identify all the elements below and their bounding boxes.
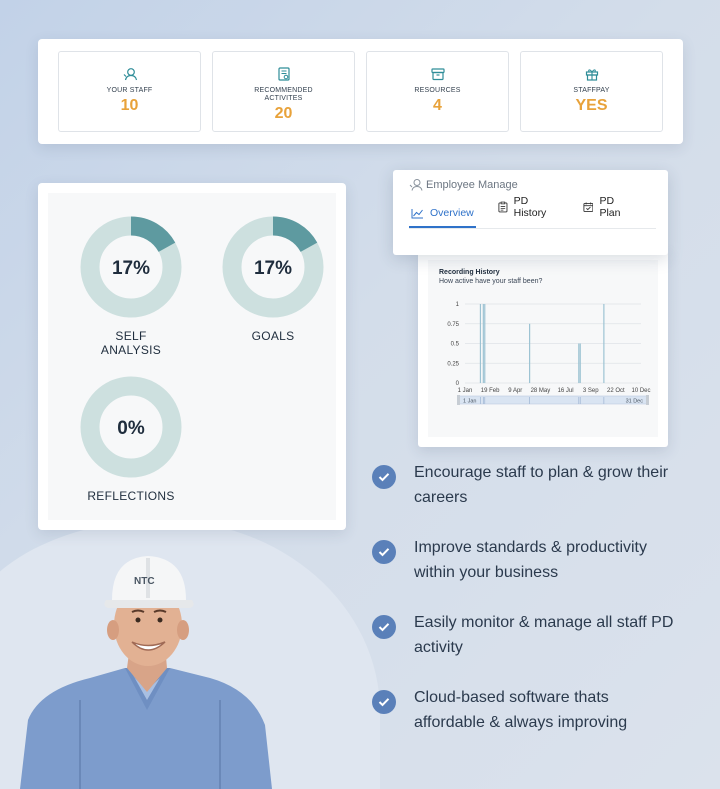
x-tick-label: 3 Sep <box>582 388 599 394</box>
stat-label: RESOURCES <box>414 87 461 94</box>
stat-value: 20 <box>274 105 293 122</box>
donut-percent: 0% <box>117 418 145 439</box>
check-circle-icon <box>372 540 396 564</box>
progress-card <box>38 183 346 530</box>
donut-label: REFLECTIONS <box>87 489 175 503</box>
tab-label: Overview <box>430 207 474 219</box>
helmet-text: NTC <box>134 576 155 587</box>
gift-icon <box>584 66 600 82</box>
stat-staffpay[interactable] <box>520 51 663 132</box>
clipboard-icon <box>498 201 508 213</box>
check-circle-icon <box>372 465 396 489</box>
chart-subtitle: How active have your staff been? <box>439 278 543 285</box>
activities-icon <box>276 66 292 82</box>
donut-percent: 17% <box>111 258 151 279</box>
feature-item <box>372 610 684 660</box>
stat-value: 4 <box>433 97 442 114</box>
stat-recommended-activities[interactable] <box>212 51 355 132</box>
y-tick-label: 0.25 <box>447 361 459 368</box>
stat-your-staff[interactable] <box>58 51 201 132</box>
stat-resources[interactable] <box>366 51 509 132</box>
stats-card <box>38 39 683 144</box>
chart-title: Recording History <box>439 269 500 276</box>
range-handle-right <box>646 395 649 405</box>
check-circle-icon <box>372 615 396 639</box>
employee-manage-panel <box>393 170 668 255</box>
tab-overview[interactable] <box>409 207 476 228</box>
stat-label: YOUR STAFF <box>106 87 153 94</box>
resources-icon <box>430 66 446 82</box>
x-tick-label: 28 May <box>530 388 551 394</box>
x-tick-label: 16 Jul <box>557 388 574 394</box>
x-tick-label: 9 Apr <box>508 388 523 394</box>
feature-item <box>372 685 684 735</box>
line-chart-icon <box>411 208 424 219</box>
range-start-label: 1 Jan <box>463 398 477 405</box>
y-tick-label: 1 <box>455 302 459 308</box>
calendar-check-icon <box>583 201 594 213</box>
range-navigator <box>459 396 647 404</box>
x-tick-label: 1 Jan <box>457 388 473 394</box>
donut-label: GOALS <box>251 329 295 343</box>
donut-percent: 17% <box>253 258 293 279</box>
feature-text: Easily monitor & manage all staff PD activity <box>414 614 674 656</box>
x-tick-label: 22 Oct <box>607 388 625 394</box>
recording-history-chart <box>433 298 653 418</box>
y-tick-label: 0 <box>455 381 459 387</box>
donut-label: SELF ANALYSIS <box>100 329 162 357</box>
stat-label: RECOMMENDED ACTIVITES <box>254 87 313 102</box>
stat-value: 10 <box>120 97 139 114</box>
range-handle-left <box>457 395 460 405</box>
feature-text: Encourage staff to plan & grow their careers <box>414 464 669 506</box>
feature-text: Cloud-based software thats affordable & always improving <box>414 689 628 731</box>
donut-self-analysis[interactable] <box>71 215 191 357</box>
feature-text: Improve standards & productivity within your business <box>414 539 647 581</box>
donut-goals[interactable] <box>213 215 333 343</box>
tab-label: PD History <box>513 195 547 219</box>
donut-reflections[interactable] <box>71 375 191 503</box>
staff-icon <box>122 66 138 82</box>
feature-item <box>372 460 684 510</box>
stat-value: YES <box>575 97 608 114</box>
panel-title: Employee Manage <box>426 178 518 191</box>
employee-icon <box>409 178 424 191</box>
stat-label: STAFFPAY <box>573 87 610 94</box>
range-end-label: 31 Dec <box>625 398 643 405</box>
donut-chart <box>221 215 325 319</box>
tab-pd-plan[interactable] <box>581 195 636 228</box>
tab-bar <box>409 195 656 229</box>
donut-chart <box>79 375 183 479</box>
x-tick-label: 19 Feb <box>480 388 500 394</box>
tab-pd-history[interactable] <box>496 195 561 228</box>
check-circle-icon <box>372 690 396 714</box>
recording-history-card <box>418 250 668 447</box>
worker-photo <box>20 550 280 789</box>
tab-label: PD Plan <box>599 195 621 219</box>
donut-chart <box>79 215 183 319</box>
feature-item <box>372 535 684 585</box>
y-tick-label: 0.5 <box>450 341 459 348</box>
x-tick-label: 10 Dec <box>631 388 651 394</box>
y-tick-label: 0.75 <box>447 321 459 328</box>
